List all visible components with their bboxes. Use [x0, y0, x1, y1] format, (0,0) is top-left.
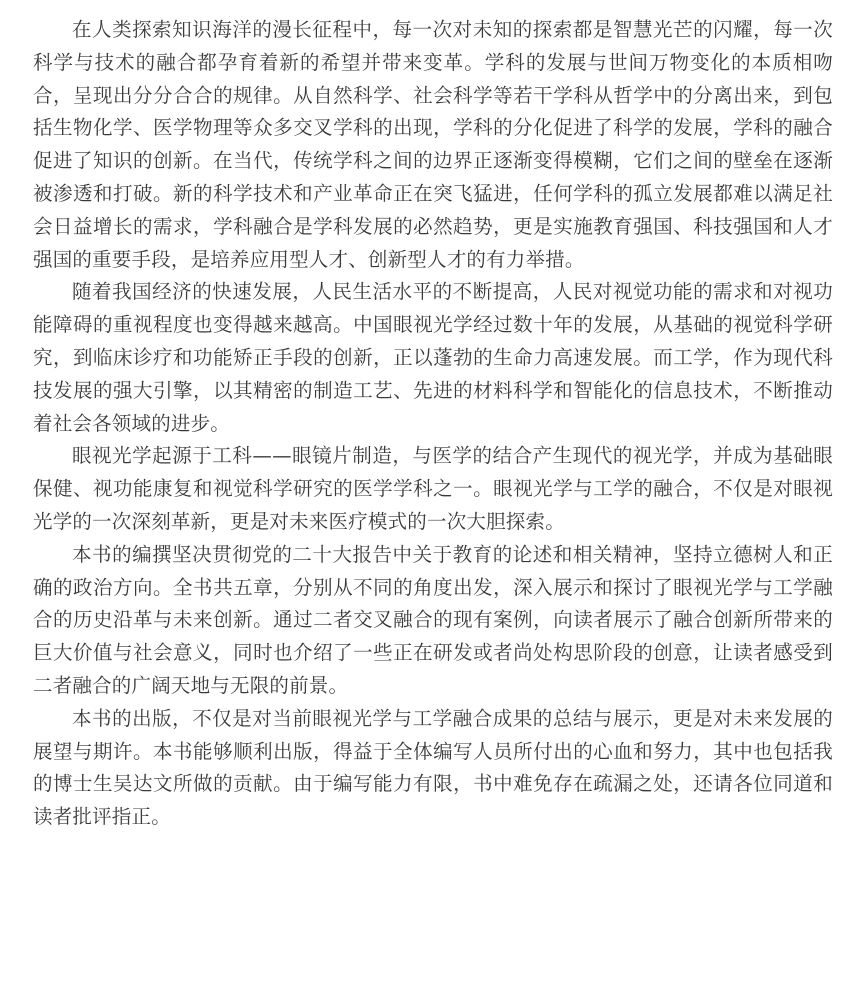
paragraph-book-compilation: 本书的编撰坚决贯彻党的二十大报告中关于教育的论述和相关精神，坚持立德树人和正确的政治方向。全书共五章，分别从不同的角度出发，深入展示和探讨了眼视光学与工学融合的历史沿革与未来创新。通过二者交叉融合的现有案例，向读者展示了融合创新所带来的巨大价值与社会意义，同时也介绍了一些正在研发或者尚处构思阶段的创意，让读者感受到二者融合的广阔天地与无限的前景。	[33, 542, 833, 697]
paragraph-interdisciplinary-intro: 在人类探索知识海洋的漫长征程中，每一次对未知的探索都是智慧光芒的闪耀，每一次科学与技术的融合都孕育着新的希望并带来变革。学科的发展与世间万物变化的本质相吻合，呈现出分分合合的规律。从自然科学、社会科学等若干学科从哲学中的分离出来，到包括生物化学、医学物理等众多交叉学科的出现，学科的分化促进了科学的发展，学科的融合促进了知识的创新。在当代，传统学科之间的边界正逐渐变得模糊，它们之间的壁垒在逐渐被渗透和打破。新的科学技术和产业革命正在突飞猛进，任何学科的孤立发展都难以满足社会日益增长的需求，学科融合是学科发展的必然趋势，更是实施教育强国、科技强国和人才强国的重要手段，是培养应用型人才、创新型人才的有力举措。	[33, 18, 833, 271]
paragraph-optometry-origin: 眼视光学起源于工科——眼镜片制造，与医学的结合产生现代的视光学，并成为基础眼保健、视功能康复和视觉科学研究的医学学科之一。眼视光学与工学的融合，不仅是对眼视光学的一次深刻革新，更是对未来医疗模式的一次大胆探索。	[33, 444, 833, 533]
paragraph-acknowledgement: 本书的出版，不仅是对当前眼视光学与工学融合成果的总结与展示，更是对未来发展的展望与期许。本书能够顺利出版，得益于全体编写人员所付出的心血和努力，其中也包括我的博士生吴达文所做的贡献。由于编写能力有限，书中难免存在疏漏之处，还请各位同道和读者批评指正。	[33, 706, 833, 829]
paragraph-optometry-development: 随着我国经济的快速发展，人民生活水平的不断提高，人民对视觉功能的需求和对视功能障碍的重视程度也变得越来越高。中国眼视光学经过数十年的发展，从基础的视觉科学研究，到临床诊疗和功能矫正手段的创新，正以蓬勃的生命力高速发展。而工学，作为现代科技发展的强大引擎，以其精密的制造工艺、先进的材料科学和智能化的信息技术，不断推动着社会各领域的进步。	[33, 280, 833, 435]
